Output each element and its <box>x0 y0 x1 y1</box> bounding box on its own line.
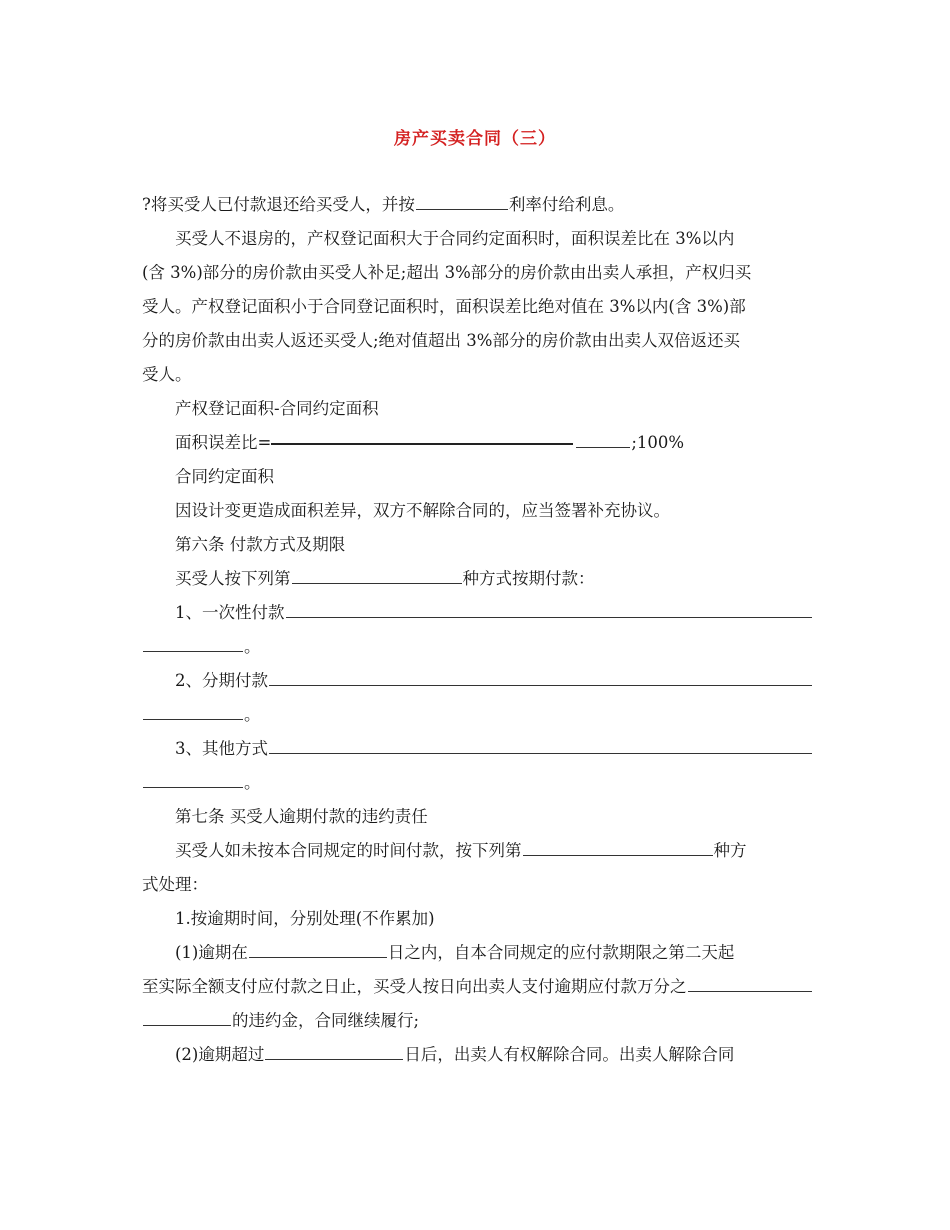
text-segment: ?将买受人已付款退还给买受人，并按 <box>142 195 415 214</box>
text-segment: 3、其他方式 <box>175 739 268 758</box>
text-line <box>142 494 812 528</box>
text-segment: (2)逾期超过 <box>175 1045 265 1064</box>
text-segment: 。 <box>244 773 261 792</box>
article-heading <box>142 800 812 834</box>
fill-blank <box>269 732 812 754</box>
text-line <box>142 698 812 732</box>
text-line <box>142 630 812 664</box>
text-line <box>142 1004 812 1038</box>
text-line <box>142 1038 812 1072</box>
text-segment: 因设计变更造成面积差异，双方不解除合同的，应当签署补充协议。 <box>175 501 670 520</box>
text-line <box>142 290 812 324</box>
fill-blank <box>265 1038 403 1060</box>
text-segment: 的违约金，合同继续履行; <box>232 1011 420 1030</box>
text-segment: 利率付给利息。 <box>508 195 625 214</box>
formula-numerator <box>142 392 812 426</box>
fill-blank <box>286 596 813 618</box>
text-segment: 2、分期付款 <box>175 671 268 690</box>
text-line <box>142 256 812 290</box>
text-segment: 买受人如未按本合同规定的时间付款，按下列第 <box>175 841 522 860</box>
text-line <box>142 562 812 596</box>
option-line <box>142 596 812 630</box>
fill-blank <box>576 426 630 448</box>
fill-blank <box>523 834 713 856</box>
fill-blank <box>416 188 508 210</box>
text-segment: 产权登记面积-合同约定面积 <box>175 399 379 418</box>
document-body <box>142 188 812 1072</box>
text-segment: 至实际全额支付应付款之日止，买受人按日向出卖人支付逾期应付款万分之 <box>142 977 687 996</box>
text-segment: 面积误差比= <box>175 433 272 452</box>
text-segment: 买受人不退房的，产权登记面积大于合同约定面积时，面积误差比在 3%以内 <box>175 229 735 248</box>
formula-denominator <box>142 460 812 494</box>
text-segment: ;100% <box>631 433 685 452</box>
text-segment: (含 3%)部分的房价款由买受人补足;超出 3%部分的房价款由出卖人承担，产权归买 <box>142 263 752 282</box>
fill-blank <box>143 698 243 720</box>
formula-line <box>142 426 812 460</box>
text-line <box>142 358 812 392</box>
text-line <box>142 970 812 1004</box>
fill-blank <box>688 970 813 992</box>
text-segment: 第六条 付款方式及期限 <box>175 535 346 554</box>
text-segment: 1、一次性付款 <box>175 603 285 622</box>
fill-blank <box>143 1004 231 1026</box>
text-segment: 买受人按下列第 <box>175 569 291 588</box>
text-line <box>142 324 812 358</box>
text-line <box>142 222 812 256</box>
text-segment: 。 <box>244 637 261 656</box>
text-segment: 式处理： <box>142 875 208 894</box>
text-segment: 种方 <box>713 841 747 860</box>
text-line <box>142 834 812 868</box>
document-title: 房产买卖合同（三） <box>394 129 556 149</box>
text-segment: 日后，出卖人有权解除合同。出卖人解除合同 <box>404 1045 735 1064</box>
fill-blank <box>143 766 243 788</box>
text-segment: 日之内，自本合同规定的应付款期限之第二天起 <box>387 943 735 962</box>
text-segment: 。 <box>244 705 261 724</box>
fill-blank <box>269 664 812 686</box>
text-line <box>142 766 812 800</box>
text-line <box>142 902 812 936</box>
fill-blank <box>292 562 462 584</box>
text-line <box>142 868 812 902</box>
option-line <box>142 732 812 766</box>
text-segment: 受人。产权登记面积小于合同登记面积时，面积误差比绝对值在 3%以内(含 3%)部 <box>142 297 746 316</box>
text-segment: (1)逾期在 <box>175 943 248 962</box>
text-segment: 合同约定面积 <box>175 467 274 486</box>
option-line <box>142 664 812 698</box>
text-line <box>142 936 812 970</box>
text-segment: 第七条 买受人逾期付款的违约责任 <box>175 807 428 826</box>
fill-blank <box>249 936 387 958</box>
text-line <box>142 188 812 222</box>
fill-blank <box>143 630 243 652</box>
fraction-bar <box>271 443 573 445</box>
text-segment: 1.按逾期时间，分别处理(不作累加) <box>175 909 435 928</box>
text-segment: 种方式按期付款： <box>462 569 595 588</box>
text-segment: 分的房价款由出卖人返还买受人;绝对值超出 3%部分的房价款由出卖人双倍返还买 <box>142 331 740 350</box>
article-heading <box>142 528 812 562</box>
text-segment: 受人。 <box>142 365 192 384</box>
